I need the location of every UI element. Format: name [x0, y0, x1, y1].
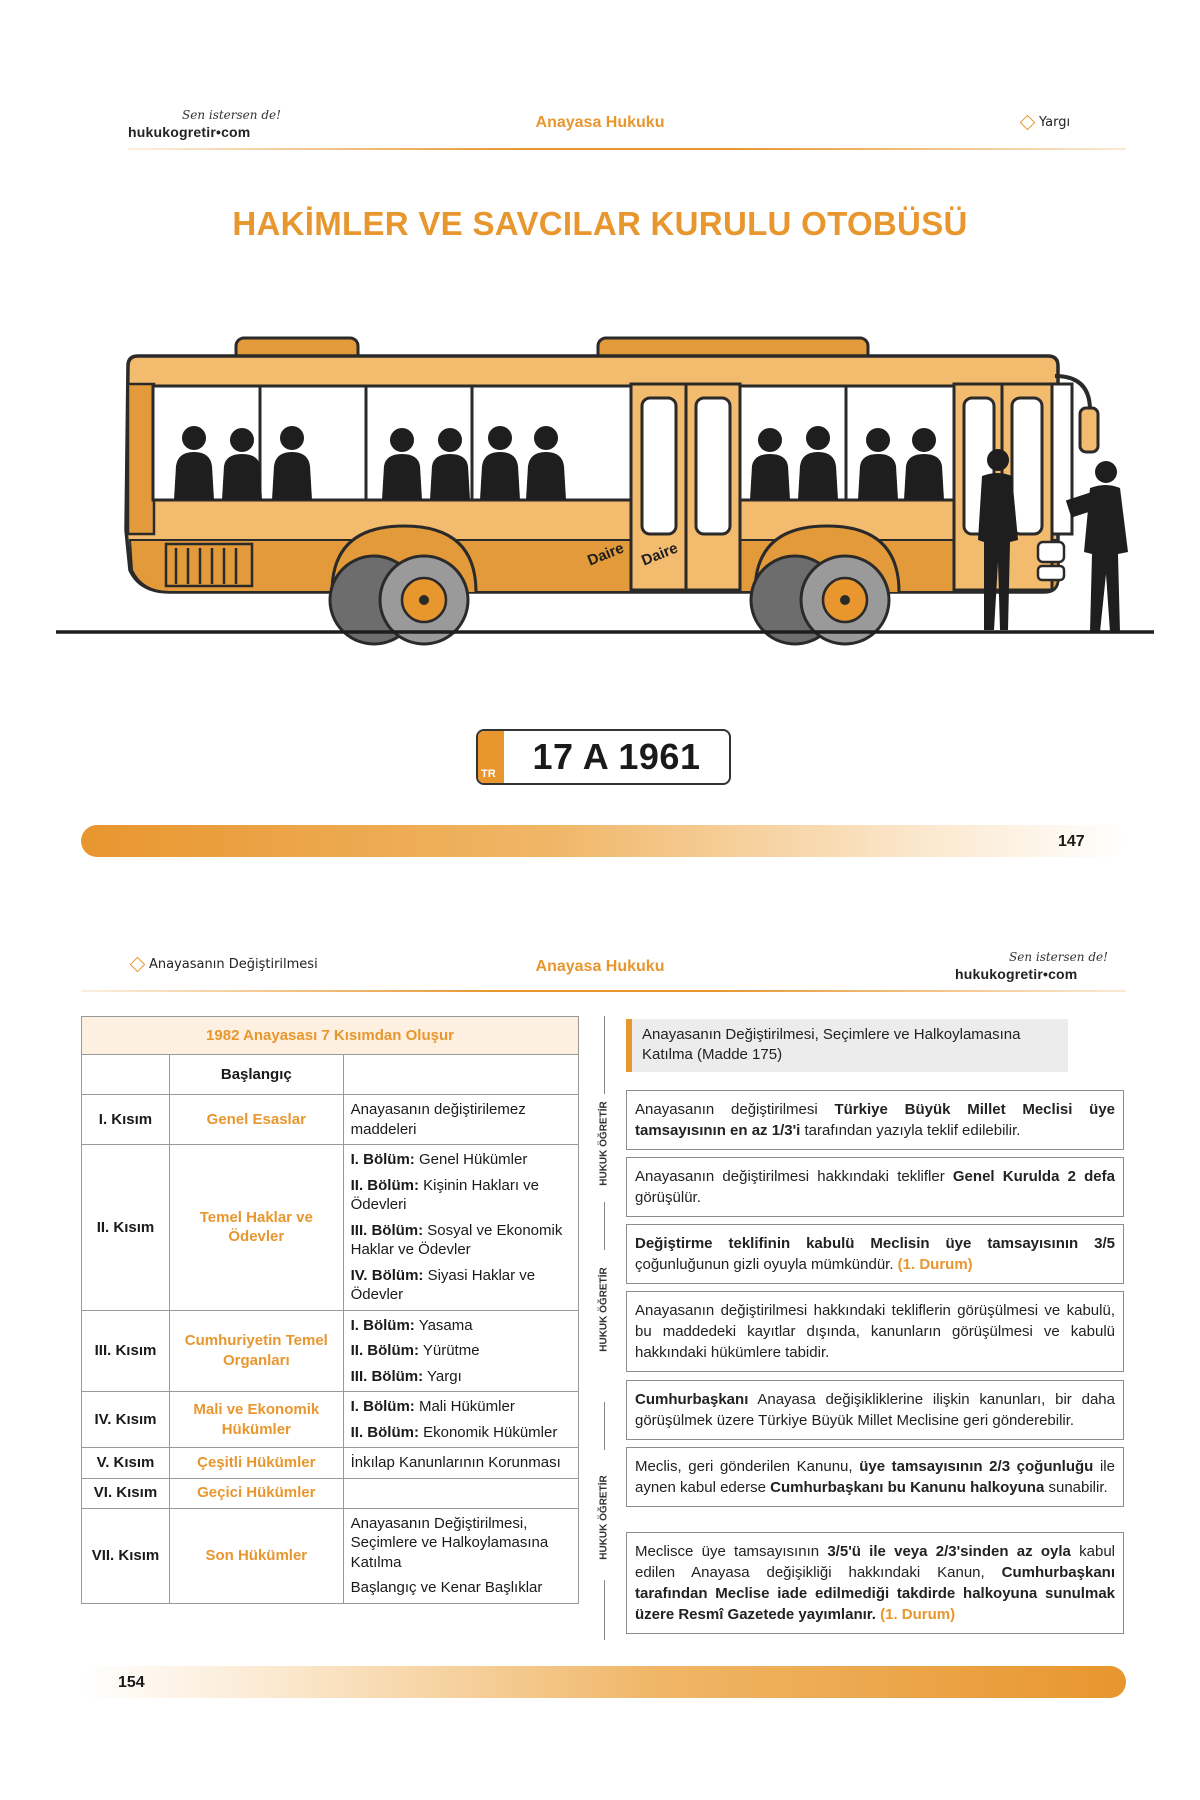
header-title: Anayasa Hukuku	[535, 114, 665, 131]
door-label-1: Daire	[585, 539, 627, 570]
table-desc-item: Başlangıç ve Kenar Başlıklar	[350, 1579, 543, 1596]
table-cell-name: Son Hükümler	[169, 1508, 343, 1603]
table-desc-item: İnkılap Kanunlarının Korunması	[350, 1454, 561, 1471]
logo-name: hukukogretir•com	[128, 124, 251, 140]
page-number-154: 154	[118, 1674, 145, 1691]
table-cell-name: Genel Esaslar	[169, 1095, 343, 1145]
table-cell-desc	[343, 1095, 578, 1145]
header-section-label-2: Anayasanın Değiştirilmesi	[149, 957, 318, 972]
info-box-5	[626, 1380, 1124, 1440]
table-cell-kisim: II. Kısım	[82, 1145, 170, 1311]
emphasis: Cumhurbaşkanı bu Kanunu halkoyuna	[770, 1479, 1045, 1496]
table-row	[82, 1392, 579, 1448]
bus-illustration	[50, 330, 1160, 650]
logo-tagline-2: Sen istersen de!	[1009, 950, 1108, 964]
emphasis: Genel Kurulda 2 defa	[952, 1168, 1115, 1185]
table-row	[82, 1095, 579, 1145]
column-divider	[604, 1202, 605, 1250]
license-plate	[476, 729, 731, 785]
bolum-label: III. Bölüm:	[350, 1221, 424, 1239]
table-desc-item: I. Bölüm: Genel Hükümler	[350, 1151, 528, 1168]
section-title: Anayasanın Değiştirilmesi, Seçimlere ve Halkoylamasına Katılma (Madde 175)	[626, 1019, 1068, 1072]
text: Anayasanın değiştirilmesi hakkındaki tekliflerin görüşülmesi ve kabulü, bu maddedeki kayıtlar dışında, kanunların görüşülmesi ve kabulü hakkındaki hükümlere tabidir.	[635, 1302, 1115, 1361]
page-title: HAKİMLER VE SAVCILAR KURULU OTOBÜSÜ	[232, 205, 968, 242]
table-cell-kisim: V. Kısım	[82, 1448, 170, 1479]
table-cell-empty	[82, 1055, 170, 1095]
table-cell-name: Temel Haklar ve Ödevler	[169, 1145, 343, 1311]
text: Anayasa değişikliklerine ilişkin kanunları, bir daha görüşülmek üzere Türkiye Büyük Millet Meclisine geri gönderebilir.	[635, 1391, 1115, 1429]
door-label-2: Daire	[639, 539, 681, 570]
table-row	[82, 1448, 579, 1479]
table-cell-name: Çeşitli Hükümler	[169, 1448, 343, 1479]
header-title-2: Anayasa Hukuku	[535, 958, 665, 975]
footer-bar-2	[81, 1666, 1126, 1698]
text: Meclis, geri gönderilen Kanunu,	[635, 1458, 860, 1475]
table-desc-item: III. Bölüm: Sosyal ve Ekonomik Haklar ve Ödevler	[350, 1221, 563, 1258]
page-number-147: 147	[1058, 833, 1085, 850]
emphasis: Cumhurbaşkanı	[635, 1391, 749, 1408]
text: çoğunluğunun gizli oyuyla mümkündür.	[635, 1256, 898, 1273]
emphasis: Cumhurbaşkanı tarafından Meclise iade edilmediği takdirde halkoyuna sunulmak üzere Resmî Gazetede yayımlanır.	[635, 1564, 1115, 1623]
bolum-label: I. Bölüm:	[350, 1151, 415, 1168]
vertical-label-1: HUKUK ÖĞRETİR	[598, 1101, 610, 1186]
table-desc-item: II. Bölüm: Kişinin Hakları ve Ödevleri	[350, 1176, 539, 1213]
info-box-4	[626, 1291, 1124, 1372]
info-box-1	[626, 1090, 1124, 1150]
text: Anayasanın değiştirilmesi	[635, 1101, 835, 1118]
table-cell-baslangic: Başlangıç	[169, 1055, 343, 1095]
table-cell-kisim: III. Kısım	[82, 1310, 170, 1392]
table-row	[82, 1508, 579, 1603]
emphasis: 3/5'ü ile veya 2/3'sinden az oyla	[827, 1543, 1071, 1560]
table-cell-name: Geçici Hükümler	[169, 1478, 343, 1508]
diamond-icon	[1020, 115, 1036, 131]
table-desc-item: II. Bölüm: Yürütme	[350, 1342, 480, 1359]
info-box-2	[626, 1157, 1124, 1217]
table-cell-desc	[343, 1145, 578, 1311]
table-row	[82, 1478, 579, 1508]
text: ile aynen kabul ederse	[635, 1458, 1115, 1496]
text: sunabilir.	[1044, 1479, 1108, 1496]
table-cell-name: Mali ve Ekonomik Hükümler	[169, 1392, 343, 1448]
table-row	[82, 1145, 579, 1311]
table-row-baslangic	[82, 1055, 579, 1095]
bolum-label: II. Bölüm:	[350, 1423, 419, 1441]
bolum-label: I. Bölüm:	[350, 1398, 415, 1415]
table-cell-empty	[343, 1055, 578, 1095]
constitution-parts-table	[81, 1016, 579, 1604]
logo-tagline: Sen istersen de!	[182, 108, 281, 122]
bolum-label: IV. Bölüm:	[350, 1266, 424, 1284]
emphasis: Değiştirme teklifinin kabulü Meclisin üye tamsayısının 3/5	[635, 1235, 1115, 1252]
table-cell-kisim: I. Kısım	[82, 1095, 170, 1145]
table-cell-desc	[343, 1392, 578, 1448]
text: görüşülür.	[635, 1189, 701, 1206]
bolum-label: III. Bölüm:	[350, 1367, 424, 1385]
vertical-label-3: HUKUK ÖĞRETİR	[598, 1475, 610, 1560]
case-note: (1. Durum)	[880, 1606, 956, 1623]
table-body	[82, 1095, 579, 1604]
table-desc-item: I. Bölüm: Mali Hükümler	[350, 1398, 515, 1415]
table-cell-desc	[343, 1508, 578, 1603]
table-desc-item: Anayasanın değiştirilemez maddeleri	[350, 1101, 526, 1138]
table-cell-name: Cumhuriyetin Temel Organları	[169, 1310, 343, 1392]
column-divider	[604, 1402, 605, 1450]
table-desc-item: I. Bölüm: Yasama	[350, 1316, 473, 1334]
vertical-label-2: HUKUK ÖĞRETİR	[598, 1267, 610, 1352]
plate-number: 17 A 1961	[532, 736, 701, 777]
table-desc-item: III. Bölüm: Yargı	[350, 1367, 462, 1385]
table-desc-item: II. Bölüm: Ekonomik Hükümler	[350, 1423, 558, 1441]
info-box-3	[626, 1224, 1124, 1284]
table-desc-item: IV. Bölüm: Siyasi Haklar ve Ödevler	[350, 1266, 536, 1303]
text: kabul edilen Anayasa değişikliği hakkındaki Kanun,	[635, 1543, 1115, 1581]
table-row	[82, 1310, 579, 1392]
info-box-7	[626, 1532, 1124, 1634]
bolum-label: I. Bölüm:	[350, 1316, 415, 1334]
footer-bar-1	[81, 825, 1126, 857]
emphasis: Türkiye Büyük Millet Meclisi üye tamsayısının en az 1/3'i	[635, 1101, 1115, 1139]
table-cell-kisim: VI. Kısım	[82, 1478, 170, 1508]
header-rule-2	[81, 990, 1126, 992]
text: Meclisce üye tamsayısının	[635, 1543, 828, 1560]
header-section	[1022, 115, 1070, 130]
plate-country: TR	[481, 768, 496, 780]
table-caption: 1982 Anayasası 7 Kısımdan Oluşur	[82, 1017, 579, 1055]
column-divider	[604, 1016, 605, 1094]
table-desc-item: Anayasanın Değiştirilmesi, Seçimlere ve Halkoylamasına Katılma	[350, 1514, 549, 1571]
table-caption-row	[82, 1017, 579, 1055]
table-cell-desc	[343, 1310, 578, 1392]
text: Anayasanın değiştirilmesi hakkındaki teklifler	[635, 1168, 953, 1185]
table-cell-desc	[343, 1448, 578, 1479]
table-cell-kisim: IV. Kısım	[82, 1392, 170, 1448]
bolum-label: II. Bölüm:	[350, 1176, 419, 1194]
header-section-label: Yargı	[1039, 115, 1071, 130]
logo-name-2: hukukogretir•com	[955, 966, 1078, 982]
table-cell-desc	[343, 1478, 578, 1508]
bolum-label: II. Bölüm:	[350, 1342, 419, 1359]
info-box-6	[626, 1447, 1124, 1507]
diamond-icon	[130, 957, 146, 973]
logo-2	[955, 950, 1108, 984]
table-cell-kisim: VII. Kısım	[82, 1508, 170, 1603]
column-divider	[604, 1580, 605, 1640]
text: tarafından yazıyla teklif edilebilir.	[800, 1122, 1021, 1139]
emphasis: üye tamsayısının 2/3 çoğunluğu	[859, 1458, 1094, 1475]
case-note: (1. Durum)	[897, 1256, 973, 1273]
header-rule	[128, 148, 1126, 150]
logo	[128, 108, 281, 142]
header-section-2	[132, 957, 318, 972]
